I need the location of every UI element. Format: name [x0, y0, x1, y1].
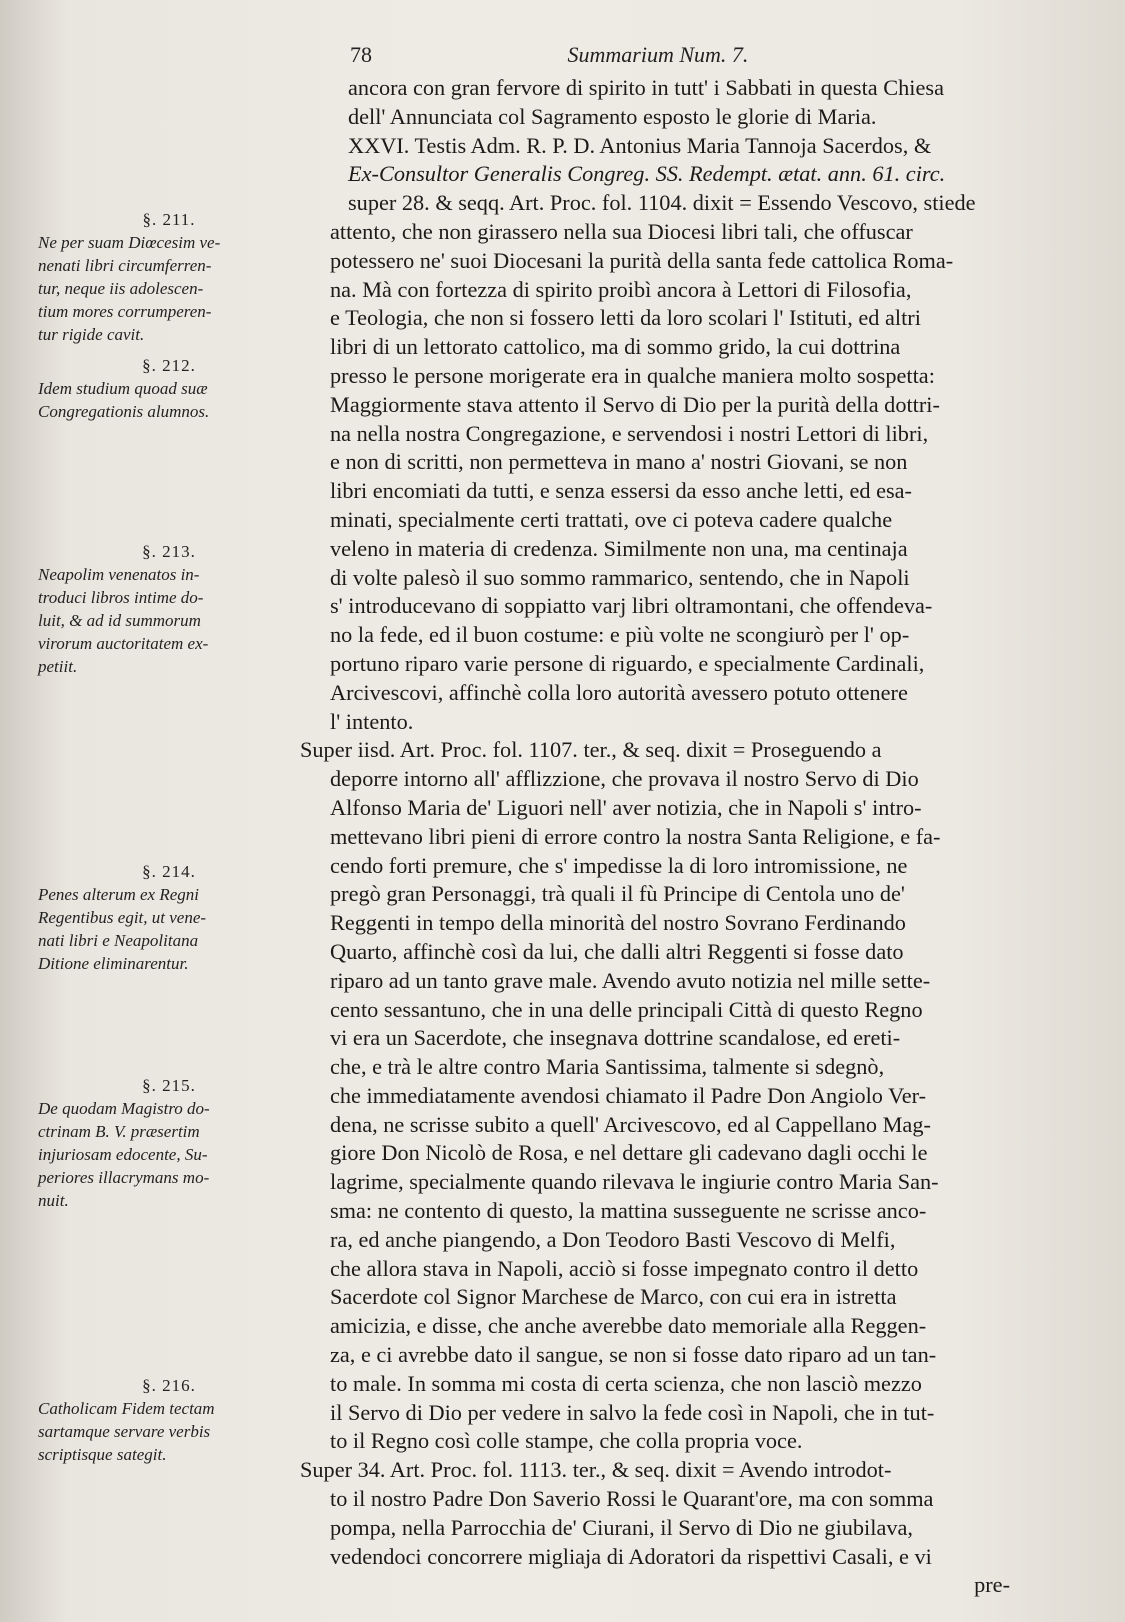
margin-note-211 — [38, 208, 300, 346]
margin-section-number: §. 213. — [142, 542, 196, 561]
margin-line: nati libri e Neapolitana — [38, 931, 199, 950]
margin-section-number: §. 216. — [142, 1376, 196, 1395]
text-line: s' introducevano di soppiatto varj libri oltramontani, che offendeva- — [330, 593, 933, 619]
margin-section-number: §. 212. — [142, 356, 196, 375]
text-line: no la fede, ed il buon costume: e più volte ne scongiurò per l' op- — [330, 622, 910, 648]
margin-section-number: §. 214. — [142, 862, 196, 881]
margin-line: luit, & ad id summorum — [38, 611, 201, 630]
text-line: e non di scritti, non permetteva in mano a' nostri Giovani, se non — [330, 449, 908, 475]
margin-line: Regentibus egit, ut vene- — [38, 908, 207, 927]
text-line: vi era un Sacerdote, che insegnava dottrine scandalose, ed ereti- — [330, 1025, 901, 1051]
margin-line: sartamque servare verbis — [38, 1422, 211, 1441]
margin-line: nuit. — [38, 1191, 69, 1210]
margin-line: petiit. — [38, 657, 78, 676]
text-line: ra, ed anche piangendo, a Don Teodoro Basti Vescovo di Melfi, — [330, 1226, 896, 1252]
margin-line: De quodam Magistro do- — [38, 1099, 210, 1118]
margin-line: scriptisque sategit. — [38, 1445, 167, 1464]
text-line: che allora stava in Napoli, acciò si fosse impegnato contro il detto — [330, 1255, 919, 1281]
text-line: pre- — [974, 1572, 1010, 1598]
margin-line: tur, neque iis adolescen- — [38, 279, 204, 298]
text-line: Reggenti in tempo della minorità del nostro Sovrano Ferdinando — [330, 910, 906, 936]
text-line: minati, specialmente certi trattati, ove ci poteva cadere qualche — [330, 506, 893, 532]
margin-line: virorum auctoritatem ex- — [38, 634, 209, 653]
text-line: Ex-Consultor Generalis Congreg. SS. Redempt. ætat. ann. 61. circ. — [348, 161, 946, 187]
margin-line: tium mores corrumperen- — [38, 302, 212, 321]
margin-note-215 — [38, 1074, 300, 1212]
text-line: Super iisd. Art. Proc. fol. 1107. ter., & seq. dixit = Proseguendo a — [300, 737, 882, 763]
margin-section-number: §. 211. — [142, 210, 196, 229]
margin-line: Neapolim venenatos in- — [38, 565, 200, 584]
text-line: cendo forti premure, che s' impedisse la di loro intromissione, ne — [330, 852, 908, 878]
margin-line: Catholicam Fidem tectam — [38, 1399, 215, 1418]
text-line: to il Regno così colle stampe, che colla propria voce. — [330, 1428, 803, 1454]
text-line: che, e trà le altre contro Maria Santissima, talmente si sdegnò, — [330, 1054, 885, 1080]
margin-line: ctrinam B. V. præsertim — [38, 1122, 200, 1141]
text-line: pompa, nella Parrocchia de' Ciurani, il Servo di Dio ne giubilava, — [330, 1514, 913, 1540]
text-line: Quarto, affinchè così da lui, che dalli altri Reggenti si fosse dato — [330, 938, 904, 964]
text-line: portuno riparo varie persone di riguardo, e specialmente Cardinali, — [330, 650, 925, 676]
text-line: deporre intorno all' afflizzione, che provava il nostro Servo di Dio — [330, 766, 919, 792]
page-number: 78 — [350, 42, 372, 67]
text-line: di volte palesò il suo sommo rammarico, sentendo, che in Napoli — [330, 564, 910, 590]
text-line: presso le persone morigerate era in qualche maniera molto sospetta: — [330, 362, 935, 388]
text-line: che immediatamente avendosi chiamato il Padre Don Angiolo Ver- — [330, 1082, 927, 1108]
running-title: Summarium Num. 7. — [567, 42, 749, 67]
margin-line: Penes alterum ex Regni — [38, 885, 199, 904]
text-line: Super 34. Art. Proc. fol. 1113. ter., & seq. dixit = Avendo introdot- — [300, 1457, 892, 1483]
text-line: Alfonso Maria de' Liguori nell' aver notizia, che in Napoli s' intro- — [330, 794, 922, 820]
text-line: na. Mà con fortezza di spirito proibì ancora à Lettori di Filosofia, — [330, 276, 912, 302]
margin-line: Ne per suam Diœcesim ve- — [38, 233, 221, 252]
text-line: libri di un lettorato cattolico, ma di sommo grido, la cui dottrina — [330, 334, 901, 360]
text-line: to il nostro Padre Don Saverio Rossi le Quarant'ore, ma con somma — [330, 1486, 934, 1512]
text-line: riparo ad un tanto grave male. Avendo avuto notizia nel mille sette- — [330, 967, 931, 993]
text-line: potessero ne' suoi Diocesani la purità della santa fede cattolica Roma- — [330, 247, 954, 273]
text-line: na nella nostra Congregazione, e servendosi i nostri Lettori di libri, — [330, 420, 929, 446]
page-header — [350, 42, 1070, 68]
margin-line: Ditione eliminarentur. — [38, 954, 189, 973]
text-line: ancora con gran fervore di spirito in tutt' i Sabbati in questa Chiesa — [348, 75, 944, 100]
text-line: super 28. & seqq. Art. Proc. fol. 1104. dixit = Essendo Vescovo, stiede — [348, 190, 976, 216]
margin-note-212 — [38, 354, 300, 423]
text-line: XXVI. Testis Adm. R. P. D. Antonius Maria Tannoja Sacerdos, & — [348, 132, 932, 158]
text-line: dena, ne scrisse subito a quell' Arcivescovo, ed al Cappellano Mag- — [330, 1111, 931, 1137]
margin-note-214 — [38, 860, 300, 975]
text-line: amicizia, e disse, che anche averebbe dato memoriale alla Reggen- — [330, 1313, 927, 1339]
text-line: mettevano libri pieni di errore contro la nostra Santa Religione, e fa- — [330, 823, 941, 849]
margin-section-number: §. 215. — [142, 1076, 196, 1095]
text-line: vedendoci concorrere migliaja di Adoratori da rispettivi Casali, e vi — [330, 1543, 932, 1569]
text-line: cento sessantuno, che in una delle principali Città di questo Regno — [330, 996, 923, 1022]
margin-line: Congregationis alumnos. — [38, 402, 210, 421]
text-line: za, e ci avrebbe dato il sangue, se non si fosse dato riparo ad un tan- — [330, 1342, 937, 1368]
text-line: dell' Annunciata col Sagramento esposto le glorie di Maria. — [348, 103, 877, 129]
margin-line: nenati libri circumferren- — [38, 256, 212, 275]
text-line: lagrime, specialmente quando rilevava le ingiurie contro Maria San- — [330, 1169, 939, 1195]
text-line: Sacerdote col Signor Marchese de Marco, con cui era in istretta — [330, 1284, 897, 1310]
margin-line: injuriosam edocente, Su- — [38, 1145, 208, 1164]
margin-line: periores illacrymans mo- — [38, 1168, 210, 1187]
text-line: pregò gran Personaggi, trà quali il fù Principe di Centola uno de' — [330, 881, 905, 907]
text-line: giore Don Nicolò de Rosa, e nel dettare gli cadevano dagli occhi le — [330, 1140, 928, 1166]
text-line: libri encomiati da tutti, e senza essersi da esso anche letti, ed esa- — [330, 478, 912, 504]
text-line: il Servo di Dio per vedere in salvo la fede così in Napoli, che in tut- — [330, 1399, 935, 1425]
text-line: veleno in materia di credenza. Similmente non una, ma centinaja — [330, 535, 908, 561]
text-line: e Teologia, che non si fossero letti da loro scolari l' Istituti, ed altri — [330, 305, 921, 331]
text-line: Arcivescovi, affinchè colla loro autorità avessero potuto ottenere — [330, 679, 908, 705]
margin-note-216 — [38, 1374, 300, 1466]
margin-line: Idem studium quoad suæ — [38, 379, 208, 398]
margin-note-213 — [38, 540, 300, 678]
margin-line: troduci libros intime do- — [38, 588, 204, 607]
text-line: l' intento. — [330, 708, 414, 734]
text-line: attento, che non girassero nella sua Diocesi libri tali, che offuscar — [330, 218, 913, 244]
text-line: sma: ne contento di questo, la mattina susseguente ne scrisse anco- — [330, 1198, 927, 1224]
text-line: to male. In somma mi costa di certa scienza, che non lasciò mezzo — [330, 1370, 922, 1396]
text-line: Maggiormente stava attento il Servo di Dio per la purità della dottri- — [330, 391, 940, 417]
margin-line: tur rigide cavit. — [38, 325, 145, 344]
main-text — [300, 74, 1080, 1600]
